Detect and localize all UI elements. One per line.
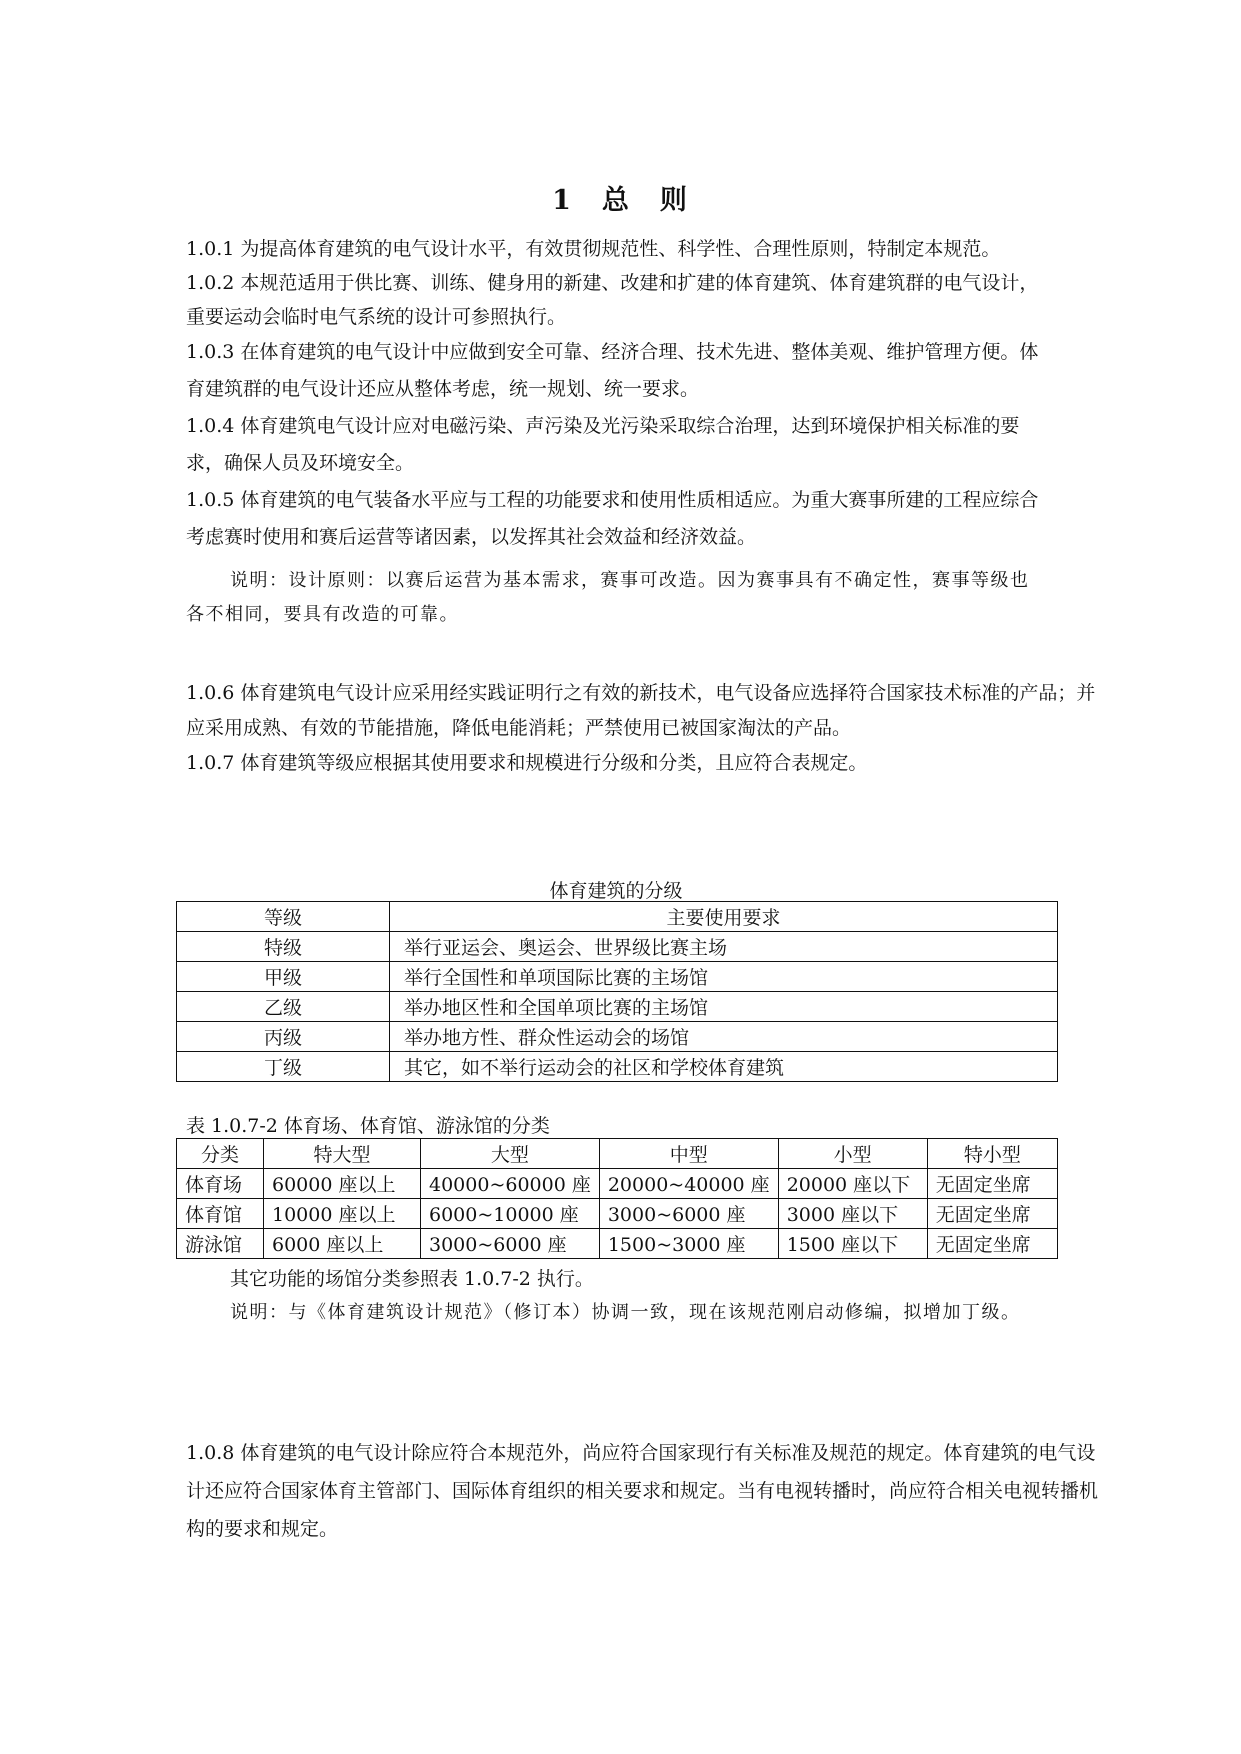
table-cell: 举办地方性、群众性运动会的场馆 — [390, 1022, 1058, 1052]
venue-classification-table — [176, 1138, 1058, 1259]
clauses-top — [186, 232, 1046, 556]
table-row — [177, 1052, 1058, 1082]
note-block-1 — [186, 564, 1046, 632]
table-cell: 无固定坐席 — [927, 1169, 1057, 1199]
table-cell: 1500~3000 座 — [599, 1229, 778, 1259]
table-cell: 3000~6000 座 — [421, 1229, 600, 1259]
table-cell: 3000~6000 座 — [599, 1199, 778, 1229]
table-cell: 3000 座以下 — [778, 1199, 927, 1229]
grade-table — [176, 901, 1058, 1082]
table-header-row — [177, 1139, 1058, 1169]
table-cell: 40000~60000 座 — [421, 1169, 600, 1199]
table-cell: 体育场 — [177, 1169, 264, 1199]
table-header: 特大型 — [264, 1139, 421, 1169]
clause-1-0-7: 1.0.7 体育建筑等级应根据其使用要求和规模进行分级和分类，且应符合表规定。 — [186, 752, 868, 774]
table-cell: 6000~10000 座 — [421, 1199, 600, 1229]
table-row — [177, 932, 1058, 962]
table-cell: 游泳馆 — [177, 1229, 264, 1259]
table1-caption: 体育建筑的分级 — [549, 880, 683, 902]
table-cell: 举行亚运会、奥运会、世界级比赛主场 — [390, 932, 1058, 962]
clause-1-0-3: 1.0.3 在体育建筑的电气设计中应做到安全可靠、经济合理、技术先进、整体美观、维护管理方便。体育建筑群的电气设计还应从整体考虑，统一规划、统一要求。 — [186, 341, 1039, 400]
table-cell: 10000 座以上 — [264, 1199, 421, 1229]
table-header: 大型 — [421, 1139, 600, 1169]
table-cell: 体育馆 — [177, 1199, 264, 1229]
table-header: 特小型 — [927, 1139, 1057, 1169]
clause-bottom-block — [186, 1434, 1098, 1548]
table-header: 等级 — [177, 902, 390, 932]
after-table-block — [186, 1262, 1046, 1330]
after-table-text: 其它功能的场馆分类参照表 1.0.7-2 执行。 — [230, 1268, 594, 1290]
table2-caption: 表 1.0.7-2 体育场、体育馆、游泳馆的分类 — [186, 1115, 550, 1137]
table-cell: 丁级 — [177, 1052, 390, 1082]
table-row — [177, 1229, 1058, 1259]
table-cell: 甲级 — [177, 962, 390, 992]
table-cell: 60000 座以上 — [264, 1169, 421, 1199]
table-row — [177, 1199, 1058, 1229]
table-cell: 乙级 — [177, 992, 390, 1022]
table-cell: 无固定坐席 — [927, 1229, 1057, 1259]
table-header: 主要使用要求 — [390, 902, 1058, 932]
table-cell: 6000 座以上 — [264, 1229, 421, 1259]
table-cell: 举行全国性和单项国际比赛的主场馆 — [390, 962, 1058, 992]
table-header-row — [177, 902, 1058, 932]
clause-1-0-2: 1.0.2 本规范适用于供比赛、训练、健身用的新建、改建和扩建的体育建筑、体育建筑群的电气设计，重要运动会临时电气系统的设计可参照执行。 — [186, 272, 1039, 328]
clauses-mid — [186, 676, 1098, 781]
table-cell: 20000 座以下 — [778, 1169, 927, 1199]
table-cell: 其它，如不举行运动会的社区和学校体育建筑 — [390, 1052, 1058, 1082]
table-row — [177, 1022, 1058, 1052]
table-cell: 无固定坐席 — [927, 1199, 1057, 1229]
design-note-1: 说明：设计原则：以赛后运营为基本需求，赛事可改造。因为赛事具有不确定性，赛事等级也各不相同，要具有改造的可靠。 — [186, 570, 1030, 625]
clause-1-0-8: 1.0.8 体育建筑的电气设计除应符合本规范外，尚应符合国家现行有关标准及规范的规定。体育建筑的电气设计还应符合国家体育主管部门、国际体育组织的相关要求和规定。当有电视转播时，尚应符合相关电视转播机构的要求和规定。 — [186, 1442, 1099, 1540]
clause-1-0-6: 1.0.6 体育建筑电气设计应采用经实践证明行之有效的新技术，电气设备应选择符合国家技术标准的产品；并应采用成熟、有效的节能措施，降低电能消耗；严禁使用已被国家淘汰的产品。 — [186, 682, 1096, 739]
table-cell: 举办地区性和全国单项比赛的主场馆 — [390, 992, 1058, 1022]
table-header: 中型 — [599, 1139, 778, 1169]
table-cell: 特级 — [177, 932, 390, 962]
table-row — [177, 962, 1058, 992]
table-cell: 丙级 — [177, 1022, 390, 1052]
table-row — [177, 1169, 1058, 1199]
table-header: 小型 — [778, 1139, 927, 1169]
table-header: 分类 — [177, 1139, 264, 1169]
chapter-title: 1 总 则 — [552, 185, 689, 216]
table-row — [177, 992, 1058, 1022]
clause-1-0-4: 1.0.4 体育建筑电气设计应对电磁污染、声污染及光污染采取综合治理，达到环境保护相关标准的要求，确保人员及环境安全。 — [186, 415, 1020, 474]
clause-1-0-5: 1.0.5 体育建筑的电气装备水平应与工程的功能要求和使用性质相适应。为重大赛事所建的工程应综合考虑赛时使用和赛后运营等诸因素，以发挥其社会效益和经济效益。 — [186, 489, 1039, 548]
table-cell: 1500 座以下 — [778, 1229, 927, 1259]
design-note-2: 说明：与《体育建筑设计规范》（修订本）协调一致，现在该规范刚启动修编，拟增加丁级。 — [230, 1302, 1021, 1323]
table-cell: 20000~40000 座 — [599, 1169, 778, 1199]
clause-1-0-1: 1.0.1 为提高体育建筑的电气设计水平，有效贯彻规范性、科学性、合理性原则，特制定本规范。 — [186, 238, 1001, 260]
